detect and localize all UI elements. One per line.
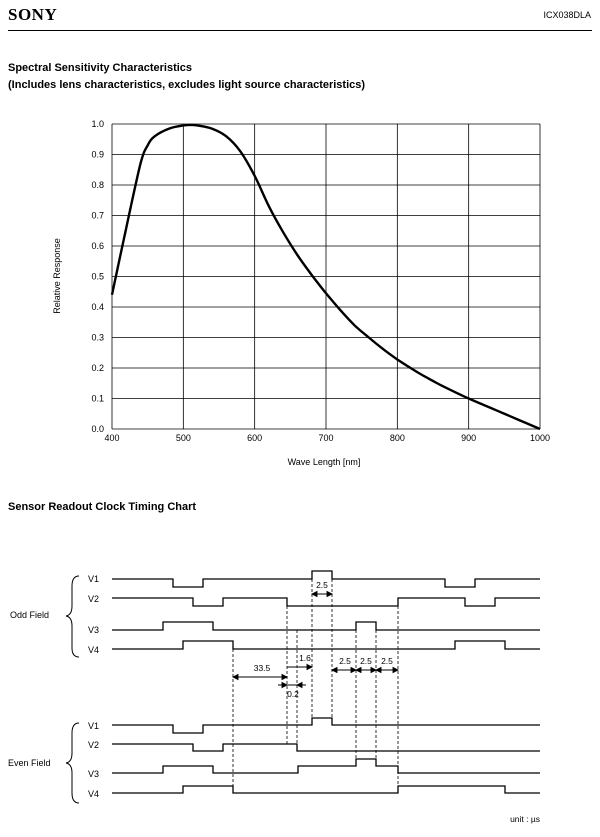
y-tick-labels	[91, 119, 104, 434]
dim-label-2.5-c: 2.5	[381, 656, 393, 666]
dim-label-0.2: 0.2	[287, 689, 299, 699]
dim-label-1.6: 1.6	[299, 653, 311, 663]
dim-label-2.5-b: 2.5	[360, 656, 372, 666]
even-v1-waveform	[112, 718, 540, 733]
x-tick-label: 600	[247, 433, 263, 443]
odd-v2-waveform	[112, 598, 540, 606]
even-v2-label: V2	[88, 740, 100, 750]
spectral-subtitle: (Includes lens characteristics, excludes light source characteristics)	[8, 79, 366, 91]
odd-v3-waveform	[112, 622, 540, 630]
y-tick-label: 0.7	[91, 210, 104, 221]
odd-v3-label: V3	[88, 625, 100, 635]
x-tick-label: 800	[389, 433, 405, 443]
x-tick-label: 500	[175, 433, 191, 443]
even-v4-label: V4	[88, 789, 100, 799]
odd-v4-label: V4	[88, 645, 100, 655]
odd-field-label: Odd Field	[10, 610, 50, 620]
dim-label-2.5-a: 2.5	[339, 656, 351, 666]
x-tick-labels	[104, 433, 550, 443]
even-v3-waveform	[112, 759, 540, 773]
sony-logo: SONY	[8, 5, 58, 24]
x-tick-label: 1000	[529, 433, 551, 443]
even-v1-label: V1	[88, 721, 100, 731]
x-tick-label: 900	[461, 433, 477, 443]
timing-title: Sensor Readout Clock Timing Chart	[8, 501, 197, 513]
dim-label-2.5-top: 2.5	[316, 580, 328, 590]
y-tick-label: 0.9	[91, 149, 104, 160]
y-tick-label: 0.0	[91, 424, 104, 434]
part-number: ICX038DLA	[543, 10, 591, 20]
y-tick-label: 0.3	[91, 332, 104, 343]
x-axis-label: Wave Length [nm]	[287, 457, 361, 467]
y-tick-label: 0.2	[91, 363, 104, 373]
y-tick-label: 1.0	[91, 119, 104, 129]
y-axis-label: Relative Response	[52, 238, 62, 314]
readout-timing-chart	[0, 560, 600, 837]
y-tick-label: 0.6	[91, 241, 104, 251]
odd-v2-label: V2	[88, 594, 100, 604]
y-tick-label: 0.4	[91, 302, 104, 312]
x-tick-label: 400	[104, 433, 120, 443]
odd-v4-waveform	[112, 641, 540, 649]
odd-field-brace	[66, 576, 79, 657]
even-field-brace	[66, 723, 79, 803]
y-tick-label: 0.8	[91, 180, 104, 190]
dim-label-33.5: 33.5	[253, 663, 271, 673]
y-tick-label: 0.1	[91, 393, 104, 404]
x-tick-label: 700	[318, 433, 334, 443]
y-tick-label: 0.5	[91, 271, 104, 282]
even-v2-waveform	[112, 744, 540, 751]
odd-v1-label: V1	[88, 574, 100, 584]
even-v3-label: V3	[88, 769, 100, 779]
unit-label: unit : µs	[510, 814, 540, 824]
even-field-label: Even Field	[8, 758, 51, 768]
even-v4-waveform	[112, 786, 540, 793]
spectral-title: Spectral Sensitivity Characteristics	[8, 62, 193, 74]
chart-grid	[112, 124, 540, 429]
